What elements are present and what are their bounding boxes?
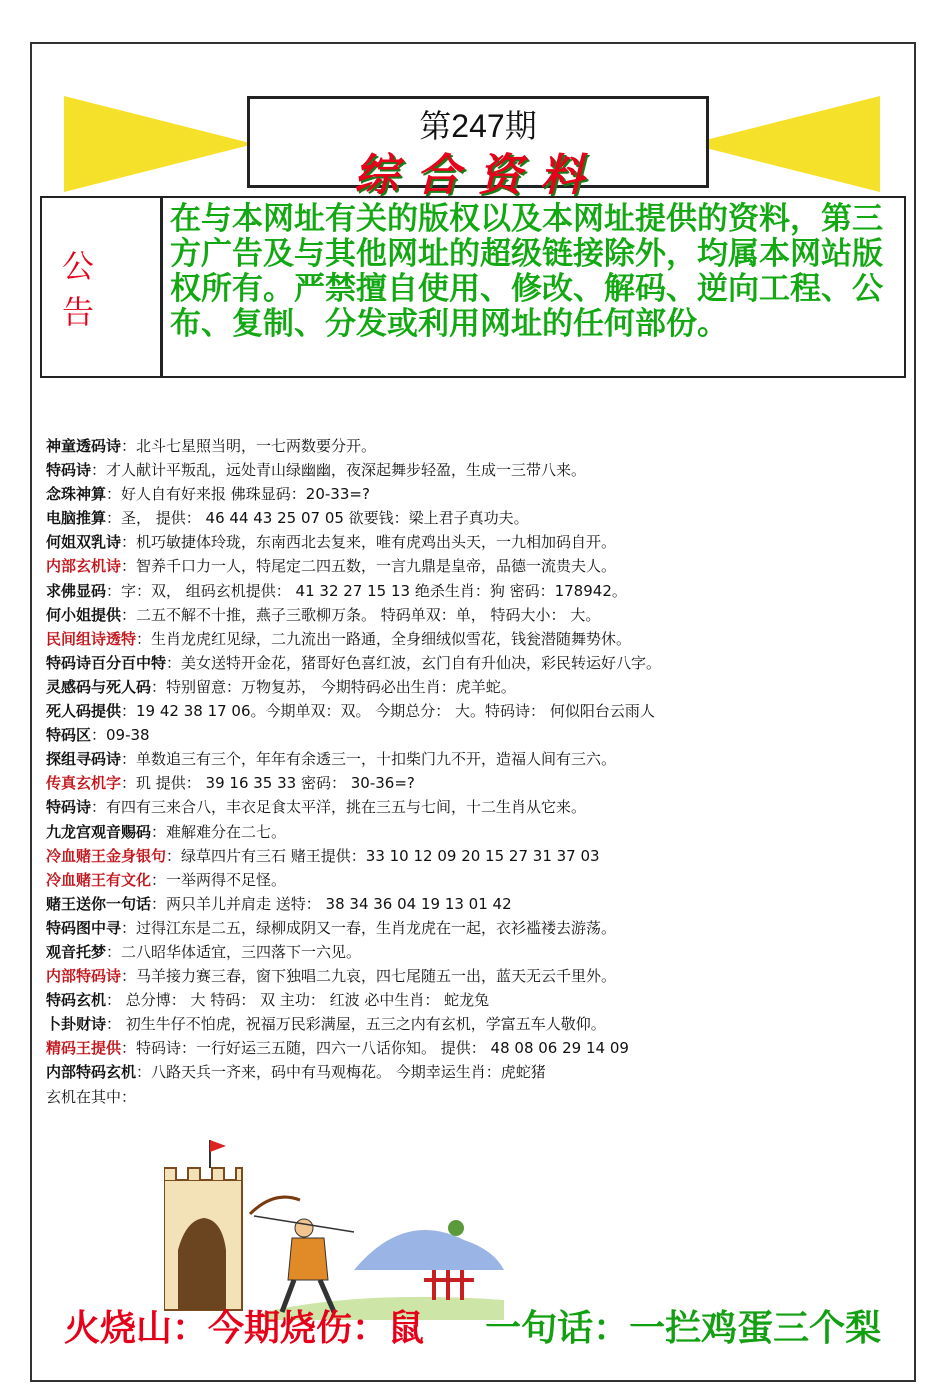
item-text: ：玑 提供： 39 16 35 33 密码： 30-36=? (121, 774, 415, 793)
item-text: ：二八昭华体适宜，三四落下一六见。 (106, 942, 362, 961)
item-label: 特码诗 (46, 461, 92, 480)
item-text: ：马羊接力赛三春，窗下独唱二九哀，四七尾随五一出，蓝天无云千里外。 (121, 967, 617, 986)
item-text: ：字：双， 组码玄机提供： 41 32 27 15 13 绝杀生肖：狗 密码：178942。 (106, 581, 627, 600)
list-item (46, 554, 906, 578)
item-text: ：特码诗：一行好运三五随，四六一八话你知。 提供： 48 08 06 29 14 09 (121, 1039, 629, 1058)
item-text: ：难解难分在二七。 (151, 822, 287, 841)
list-item (46, 651, 906, 675)
item-text: ：特别留意：万物复苏， 今期特码必出生肖：虎羊蛇。 (151, 677, 516, 696)
list-item (46, 1036, 906, 1060)
item-text: ：单数追三有三个，年年有余透三一，十扣柴门九不开，造福人间有三六。 (121, 750, 617, 769)
list-item (46, 868, 906, 892)
item-label: 何姐双乳诗 (46, 533, 122, 552)
item-label: 内部特码诗 (46, 967, 122, 986)
banner-right-ribbon (690, 96, 880, 192)
banner-left-ribbon (64, 96, 254, 192)
item-text: ：智养千口力一人，特尾定二四五数，一言九鼎是皇帝，品德一流贵夫人。 (121, 557, 617, 576)
list-item (46, 1085, 906, 1109)
list-item (46, 844, 906, 868)
item-label: 观音托梦 (46, 942, 107, 961)
item-label: 赌王送你一句话 (46, 894, 152, 913)
item-text: ： 总分博： 大 特码： 双 主功： 红波 必中生肖： 蛇龙兔 (106, 991, 490, 1010)
item-label: 特码区 (46, 726, 92, 745)
item-text: ：美女送特开金花，猪哥好色喜红波，玄门自有升仙决，彩民转运好八字。 (166, 653, 662, 672)
item-text: ：圣， 提供： 46 44 43 25 07 05 欲要钱：梁上君子真功夫。 (106, 509, 529, 528)
item-label: 民间组诗透特 (46, 629, 137, 648)
archer-body (288, 1238, 328, 1280)
item-text: ：北斗七星照当明，一七两数要分开。 (121, 437, 377, 455)
list-item (46, 1012, 906, 1036)
item-text: ：八路天兵一齐来，码中有马观梅花。 今期幸运生肖：虎蛇猪 (136, 1063, 546, 1082)
item-text: ：机巧敏捷体玲珑，东南西北去复来，唯有虎鸡出头天，一九相加码自开。 (121, 533, 617, 552)
mountain (354, 1230, 504, 1270)
item-label: 内部特码玄机 (46, 1063, 137, 1082)
list-item (46, 1060, 906, 1084)
footer-banner (64, 1300, 881, 1351)
item-label: 九龙宫观音赐码 (46, 822, 152, 841)
list-item (46, 747, 906, 771)
item-label: 何小姐提供 (46, 605, 122, 624)
notice-text: 在与本网址有关的版权以及本网址提供的资料，第三方广告及与其他网址的超级链接除外，均属本网站版权所有。严禁擅自使用、修改、解码、逆向工程、公布、复制、分发或利用网址的任何部份。 (170, 201, 883, 342)
item-text: ：19 42 38 17 06。今期单双：双。 今期总分： 大。特码诗： 何似阳台云雨人 (121, 702, 655, 721)
page-title: 综合资料 (354, 150, 602, 201)
item-label: 精码王提供 (46, 1039, 122, 1058)
item-text: ：才人献计平叛乱，远处青山绿幽幽，夜深起舞步轻盈，生成一三带八来。 (91, 461, 587, 480)
item-label: 传真玄机字 (46, 774, 122, 793)
item-text: ：二五不解不十推，燕子三歌柳万条。 特码单双：单， 特码大小： 大。 (121, 605, 601, 624)
list-item (46, 482, 906, 506)
archer-illustration (164, 1140, 504, 1320)
item-label: 卜卦财诗 (46, 1015, 107, 1034)
item-text: ：好人自有好来报 佛珠显码：20-33=? (106, 485, 370, 504)
item-label: 特码诗 (46, 798, 92, 817)
list-item (46, 675, 906, 699)
item-label: 冷血赌王金身银句 (46, 846, 167, 865)
fence-post (446, 1270, 450, 1300)
list-item (46, 627, 906, 651)
footer-right-text: 一句话：一拦鸡蛋三个梨 (485, 1307, 882, 1349)
list-item (46, 892, 906, 916)
item-label: 神童透码诗 (46, 437, 122, 455)
item-text: ： 初生牛仔不怕虎，祝福万民彩满屋，五三之内有玄机，学富五车人敬仰。 (106, 1015, 606, 1034)
list-item (46, 506, 906, 530)
item-label: 电脑推算 (46, 509, 107, 528)
castle-gate (178, 1218, 226, 1310)
item-label: 内部玄机诗 (46, 557, 122, 576)
fence-post (432, 1270, 436, 1300)
archer-head (295, 1219, 313, 1237)
item-text: ：09-38 (91, 726, 150, 745)
title-box (247, 96, 709, 201)
item-label: 念珠神算 (46, 485, 107, 504)
item-label: 探组寻码诗 (46, 750, 122, 769)
notice-label: 公告 (62, 247, 123, 331)
list-item (46, 699, 906, 723)
list-item (46, 530, 906, 554)
item-label: 特码图中寻 (46, 918, 122, 937)
list-item (46, 820, 906, 844)
item-label: 特码玄机 (46, 991, 107, 1010)
list-item (46, 603, 906, 627)
item-text: ：两只羊儿并肩走 送特： 38 34 36 04 19 13 01 42 (151, 894, 512, 913)
item-text: ：绿草四片有三石 赌王提供：33 10 12 09 20 15 27 31 37 03 (166, 846, 600, 865)
item-text: ：过得江东是二五，绿柳成阴又一春，生肖龙虎在一起，衣衫褴褛去游荡。 (121, 918, 617, 937)
info-list (46, 434, 906, 1109)
list-item (46, 458, 906, 482)
list-item (46, 795, 906, 819)
item-text: 玄机在其中： (46, 1087, 137, 1106)
item-text: ：一举两得不足怪。 (151, 870, 287, 889)
list-item (46, 940, 906, 964)
item-label: 死人码提供 (46, 702, 122, 721)
castle-battlement (164, 1168, 242, 1180)
list-item (46, 434, 906, 458)
flag-icon (210, 1140, 226, 1152)
item-text: ：有四有三来合八，丰衣足食太平洋，挑在三五与七间，十二生肖从它来。 (91, 798, 587, 817)
notice-box (40, 196, 906, 378)
list-item (46, 988, 906, 1012)
list-item (46, 771, 906, 795)
item-text: ：生肖龙虎红见绿，二九流出一路通，全身细绒似雪花，钱瓮潜随舞势休。 (136, 629, 632, 648)
fence-rail (424, 1278, 474, 1282)
issue-period: 第247期 (419, 108, 537, 144)
item-label: 冷血赌王有文化 (46, 870, 152, 889)
list-item (46, 916, 906, 940)
list-item (46, 964, 906, 988)
fence-post (460, 1270, 464, 1300)
notice-label-cell (42, 198, 163, 376)
item-label: 求佛显码 (46, 581, 107, 600)
item-label: 特码诗百分百中特 (46, 653, 167, 672)
tree (448, 1220, 464, 1236)
list-item (46, 579, 906, 603)
footer-left-text: 火烧山：今期烧伤：鼠 (64, 1307, 425, 1349)
list-item (46, 723, 906, 747)
bow-icon (250, 1197, 300, 1214)
item-label: 灵感码与死人码 (46, 677, 152, 696)
